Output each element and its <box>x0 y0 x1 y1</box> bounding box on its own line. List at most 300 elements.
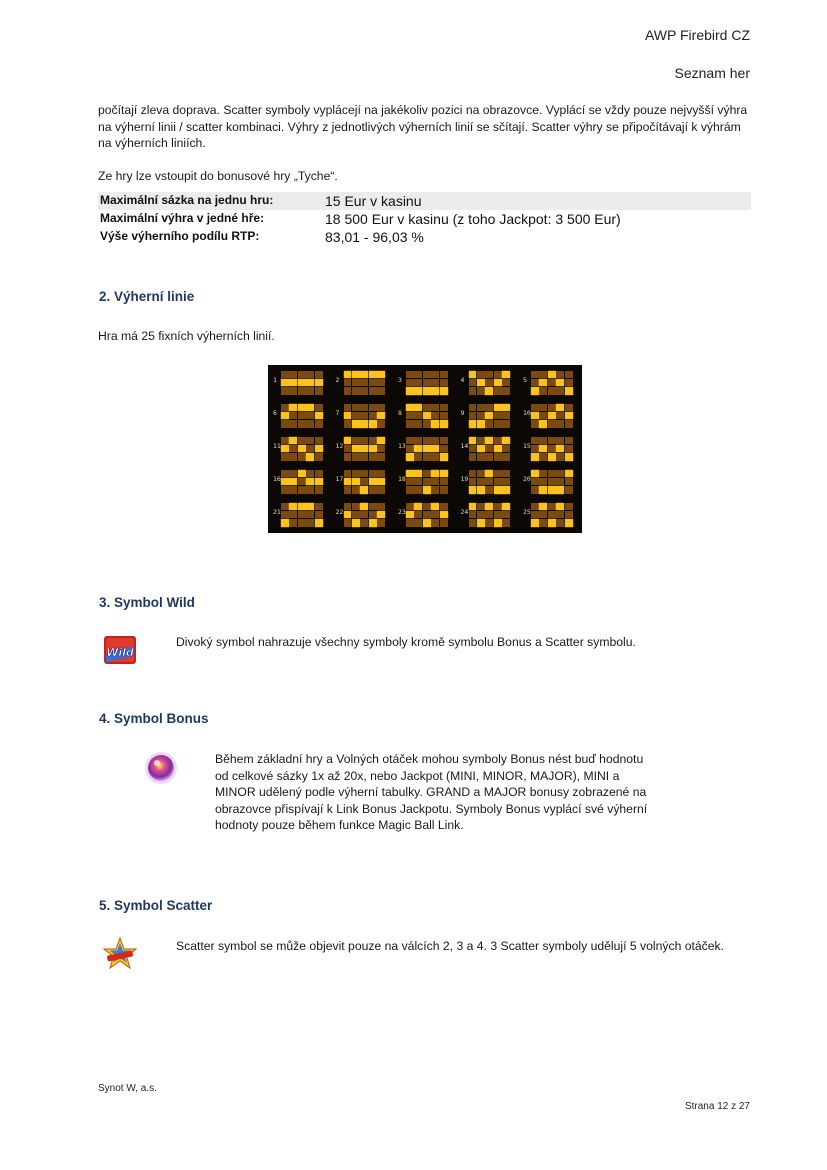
payline-square <box>315 404 323 411</box>
payline-square <box>531 445 539 452</box>
payline-square <box>289 453 297 460</box>
payline-square <box>431 519 439 526</box>
payline-square <box>344 437 352 444</box>
payline-square <box>377 478 385 485</box>
payline-square <box>369 503 377 510</box>
payline-square <box>306 486 314 493</box>
payline-square <box>485 387 493 394</box>
payline-grid <box>281 404 323 428</box>
payline-square <box>344 387 352 394</box>
payline-grid <box>531 470 573 494</box>
payline-square <box>414 453 422 460</box>
payline-square <box>306 437 314 444</box>
payline-square <box>423 371 431 378</box>
payline-square <box>360 478 368 485</box>
payline-square <box>539 503 547 510</box>
payline-square <box>352 511 360 518</box>
payline-square <box>548 371 556 378</box>
payline-square <box>298 437 306 444</box>
bonus-text: Během základní hry a Volných otáček mohou symboly Bonus nést buď hodnotu od celkové sázky 1x až 20x, nebo Jackpot (MINI, MINOR, MAJOR), MINI a MINOR udělený podle výherní tabulky. GRAND a MAJOR bonusy zobrazené na obrazovce přispívají k Link Bonus Jackpotu. Symboly Bonus vyplácí své výherní hodnoty pouze během funkce Magic Ball Link. <box>215 752 648 832</box>
payline-square <box>414 511 422 518</box>
payline-square <box>477 453 485 460</box>
payline-square <box>556 486 564 493</box>
payline-square <box>531 437 539 444</box>
payline-18 <box>396 468 454 495</box>
payline-square <box>469 470 477 477</box>
payline-square <box>565 437 573 444</box>
info-label: Maximální sázka na jednu hru: <box>100 193 274 207</box>
payline-square <box>423 445 431 452</box>
payline-square <box>289 404 297 411</box>
payline-square <box>469 453 477 460</box>
payline-square <box>360 371 368 378</box>
paylines-text: Hra má 25 fixních výherních linií. <box>98 329 275 343</box>
payline-square <box>565 445 573 452</box>
payline-square <box>494 420 502 427</box>
payline-square <box>556 412 564 419</box>
paylines-image <box>268 365 582 533</box>
intro-paragraph: počítají zleva doprava. Scatter symboly vyplácejí na jakékoliv pozici na obrazovce. Vyplácí se vždy pouze nejvyšší výhra na výherní linii / scatter kombinaci. Výhry z jednotlivých výherních linií se sčítají. Scatter výhry se připočítávají k výhrám na výherních liniích. <box>98 103 748 150</box>
payline-number: 19 <box>460 475 469 483</box>
payline-square <box>406 519 414 526</box>
payline-square <box>539 478 547 485</box>
payline-square <box>531 453 539 460</box>
payline-square <box>494 486 502 493</box>
payline-square <box>431 511 439 518</box>
header-company: AWP Firebird CZ <box>644 27 750 43</box>
payline-square <box>431 371 439 378</box>
payline-grid <box>406 437 448 461</box>
payline-square <box>440 511 448 518</box>
payline-square <box>531 379 539 386</box>
payline-square <box>469 486 477 493</box>
payline-square <box>423 486 431 493</box>
payline-number: 12 <box>335 442 344 450</box>
payline-square <box>352 379 360 386</box>
payline-square <box>289 478 297 485</box>
payline-square <box>281 445 289 452</box>
payline-square <box>423 387 431 394</box>
payline-square <box>414 371 422 378</box>
payline-square <box>477 478 485 485</box>
payline-square <box>431 478 439 485</box>
payline-square <box>281 453 289 460</box>
payline-square <box>281 420 289 427</box>
payline-square <box>360 486 368 493</box>
payline-square <box>352 470 360 477</box>
section-title-wild: 3. Symbol Wild <box>99 595 195 610</box>
payline-grid <box>281 503 323 527</box>
payline-square <box>485 445 493 452</box>
payline-square <box>548 445 556 452</box>
payline-square <box>531 486 539 493</box>
payline-grid <box>344 404 386 428</box>
payline-square <box>565 371 573 378</box>
payline-square <box>289 470 297 477</box>
payline-square <box>477 404 485 411</box>
payline-square <box>423 511 431 518</box>
payline-1 <box>271 369 329 396</box>
payline-square <box>423 519 431 526</box>
payline-square <box>565 379 573 386</box>
payline-square <box>298 379 306 386</box>
payline-square <box>431 453 439 460</box>
payline-square <box>539 453 547 460</box>
payline-square <box>477 420 485 427</box>
bonus-ball-icon <box>143 750 179 786</box>
payline-square <box>539 470 547 477</box>
payline-grid <box>406 470 448 494</box>
payline-number: 23 <box>398 508 406 516</box>
payline-square <box>556 437 564 444</box>
payline-square <box>352 420 360 427</box>
header-section: Seznam her <box>674 65 750 81</box>
payline-square <box>352 437 360 444</box>
payline-square <box>548 404 556 411</box>
payline-square <box>469 503 477 510</box>
info-row-rtp <box>98 228 751 246</box>
payline-square <box>369 453 377 460</box>
payline-square <box>440 470 448 477</box>
payline-square <box>494 511 502 518</box>
payline-square <box>414 503 422 510</box>
payline-23 <box>396 501 454 528</box>
payline-square <box>281 503 289 510</box>
payline-square <box>431 404 439 411</box>
payline-square <box>502 478 510 485</box>
payline-square <box>344 371 352 378</box>
section-title-bonus: 4. Symbol Bonus <box>99 711 209 726</box>
payline-grid <box>469 371 511 395</box>
payline-square <box>344 453 352 460</box>
payline-square <box>485 470 493 477</box>
payline-grid <box>531 404 573 428</box>
payline-square <box>556 478 564 485</box>
payline-square <box>531 470 539 477</box>
payline-square <box>352 486 360 493</box>
payline-square <box>485 478 493 485</box>
payline-square <box>556 511 564 518</box>
payline-square <box>548 478 556 485</box>
payline-7 <box>334 402 392 429</box>
section-title-paylines: 2. Výherní linie <box>99 289 195 304</box>
payline-grid <box>281 470 323 494</box>
payline-12 <box>334 435 392 462</box>
payline-10 <box>521 402 579 429</box>
payline-square <box>360 420 368 427</box>
payline-square <box>344 412 352 419</box>
payline-square <box>539 437 547 444</box>
payline-square <box>556 503 564 510</box>
footer-company: Synot W, a.s. <box>98 1083 157 1094</box>
payline-square <box>423 470 431 477</box>
payline-square <box>548 379 556 386</box>
payline-square <box>406 379 414 386</box>
payline-square <box>494 404 502 411</box>
payline-grid <box>344 470 386 494</box>
payline-square <box>306 470 314 477</box>
footer-page-number: Strana 12 z 27 <box>684 1101 750 1112</box>
payline-square <box>414 437 422 444</box>
payline-square <box>469 387 477 394</box>
payline-square <box>485 437 493 444</box>
payline-number: 21 <box>273 508 281 516</box>
payline-3 <box>396 369 454 396</box>
payline-square <box>539 511 547 518</box>
payline-square <box>289 412 297 419</box>
payline-square <box>494 371 502 378</box>
wild-icon-text: Wild <box>106 646 134 659</box>
payline-square <box>369 412 377 419</box>
payline-grid <box>531 437 573 461</box>
payline-square <box>548 387 556 394</box>
payline-number: 22 <box>335 508 344 516</box>
payline-square <box>377 371 385 378</box>
payline-6 <box>271 402 329 429</box>
info-value: 83,01 - 96,03 % <box>325 229 424 245</box>
payline-20 <box>521 468 579 495</box>
payline-square <box>469 412 477 419</box>
payline-square <box>352 503 360 510</box>
payline-square <box>406 511 414 518</box>
payline-square <box>360 404 368 411</box>
payline-square <box>477 503 485 510</box>
info-label: Maximální výhra v jedné hře: <box>100 211 265 225</box>
payline-square <box>477 379 485 386</box>
payline-square <box>431 486 439 493</box>
payline-square <box>556 404 564 411</box>
payline-square <box>477 387 485 394</box>
payline-square <box>377 420 385 427</box>
payline-square <box>406 445 414 452</box>
payline-square <box>406 404 414 411</box>
payline-square <box>414 404 422 411</box>
payline-square <box>502 437 510 444</box>
payline-square <box>548 519 556 526</box>
payline-square <box>556 379 564 386</box>
payline-square <box>344 379 352 386</box>
payline-8 <box>396 402 454 429</box>
payline-square <box>281 404 289 411</box>
payline-square <box>477 371 485 378</box>
bonus-game-line: Ze hry lze vstoupit do bonusové hry „Tyche“. <box>98 168 338 183</box>
payline-square <box>377 470 385 477</box>
payline-square <box>289 511 297 518</box>
payline-square <box>494 470 502 477</box>
payline-square <box>352 371 360 378</box>
payline-grid <box>469 470 511 494</box>
payline-square <box>315 387 323 394</box>
payline-square <box>344 519 352 526</box>
payline-17 <box>334 468 392 495</box>
payline-square <box>469 511 477 518</box>
payline-square <box>423 412 431 419</box>
payline-square <box>315 420 323 427</box>
payline-square <box>369 404 377 411</box>
payline-grid <box>281 437 323 461</box>
payline-square <box>565 478 573 485</box>
payline-number: 18 <box>398 475 406 483</box>
payline-square <box>352 412 360 419</box>
payline-square <box>377 404 385 411</box>
payline-square <box>548 511 556 518</box>
payline-square <box>352 453 360 460</box>
payline-square <box>423 503 431 510</box>
payline-square <box>360 519 368 526</box>
payline-square <box>414 445 422 452</box>
payline-number: 15 <box>523 442 531 450</box>
payline-square <box>556 453 564 460</box>
payline-square <box>469 379 477 386</box>
payline-square <box>548 503 556 510</box>
payline-square <box>469 404 477 411</box>
scatter-text: Scatter symbol se může objevit pouze na válcích 2, 3 a 4. 3 Scatter symboly udělují 5 volných otáček. <box>176 939 725 953</box>
payline-number: 14 <box>460 442 469 450</box>
payline-square <box>502 470 510 477</box>
payline-square <box>502 420 510 427</box>
payline-square <box>377 453 385 460</box>
payline-square <box>360 453 368 460</box>
payline-square <box>548 412 556 419</box>
payline-number: 3 <box>398 376 402 384</box>
payline-square <box>369 387 377 394</box>
payline-square <box>469 519 477 526</box>
payline-square <box>440 519 448 526</box>
payline-square <box>377 379 385 386</box>
payline-19 <box>459 468 517 495</box>
payline-square <box>369 437 377 444</box>
payline-square <box>369 420 377 427</box>
payline-square <box>494 453 502 460</box>
payline-square <box>548 437 556 444</box>
payline-square <box>531 412 539 419</box>
payline-square <box>469 478 477 485</box>
payline-square <box>306 412 314 419</box>
payline-square <box>477 519 485 526</box>
payline-11 <box>271 435 329 462</box>
payline-square <box>306 478 314 485</box>
scatter-star-icon <box>102 936 138 972</box>
info-row-max-bet <box>98 192 751 210</box>
payline-grid <box>469 437 511 461</box>
payline-number: 2 <box>335 376 340 384</box>
payline-square <box>406 453 414 460</box>
payline-square <box>485 486 493 493</box>
payline-square <box>289 486 297 493</box>
payline-grid <box>406 503 448 527</box>
payline-square <box>298 412 306 419</box>
payline-square <box>414 478 422 485</box>
payline-9 <box>459 402 517 429</box>
payline-number: 11 <box>273 442 281 450</box>
payline-square <box>548 486 556 493</box>
payline-number: 13 <box>398 442 406 450</box>
payline-square <box>281 519 289 526</box>
payline-grid <box>406 371 448 395</box>
payline-number: 17 <box>335 475 344 483</box>
payline-square <box>360 503 368 510</box>
payline-square <box>298 478 306 485</box>
payline-15 <box>521 435 579 462</box>
payline-square <box>360 470 368 477</box>
payline-square <box>414 379 422 386</box>
payline-square <box>306 379 314 386</box>
payline-square <box>469 371 477 378</box>
payline-square <box>539 379 547 386</box>
payline-square <box>377 437 385 444</box>
section-title-scatter: 5. Symbol Scatter <box>99 898 213 913</box>
payline-square <box>377 445 385 452</box>
payline-square <box>289 371 297 378</box>
payline-square <box>556 470 564 477</box>
payline-square <box>565 404 573 411</box>
payline-square <box>423 478 431 485</box>
payline-square <box>502 519 510 526</box>
payline-square <box>315 412 323 419</box>
payline-square <box>565 511 573 518</box>
payline-square <box>369 486 377 493</box>
payline-square <box>423 404 431 411</box>
payline-square <box>440 486 448 493</box>
payline-square <box>315 445 323 452</box>
payline-square <box>369 371 377 378</box>
payline-square <box>502 445 510 452</box>
payline-square <box>369 519 377 526</box>
payline-square <box>502 371 510 378</box>
payline-square <box>494 503 502 510</box>
payline-square <box>431 420 439 427</box>
payline-22 <box>334 501 392 528</box>
payline-square <box>502 379 510 386</box>
payline-square <box>556 445 564 452</box>
payline-square <box>502 412 510 419</box>
payline-square <box>369 379 377 386</box>
payline-square <box>377 486 385 493</box>
game-info-table <box>98 192 751 246</box>
payline-number: 25 <box>523 508 531 516</box>
payline-square <box>369 470 377 477</box>
payline-square <box>494 379 502 386</box>
payline-square <box>377 387 385 394</box>
payline-square <box>298 519 306 526</box>
payline-square <box>531 420 539 427</box>
payline-square <box>469 445 477 452</box>
payline-number: 8 <box>398 409 402 417</box>
payline-square <box>477 486 485 493</box>
payline-number: 16 <box>273 475 281 483</box>
payline-square <box>556 371 564 378</box>
payline-square <box>360 437 368 444</box>
payline-25 <box>521 501 579 528</box>
payline-square <box>440 445 448 452</box>
payline-square <box>306 445 314 452</box>
payline-grid <box>406 404 448 428</box>
payline-square <box>306 420 314 427</box>
payline-24 <box>459 501 517 528</box>
payline-square <box>440 478 448 485</box>
payline-square <box>414 420 422 427</box>
payline-square <box>315 503 323 510</box>
payline-square <box>344 420 352 427</box>
payline-square <box>440 404 448 411</box>
payline-square <box>298 371 306 378</box>
payline-grid <box>469 503 511 527</box>
payline-square <box>440 503 448 510</box>
payline-square <box>360 379 368 386</box>
payline-square <box>360 445 368 452</box>
payline-square <box>539 420 547 427</box>
payline-square <box>539 486 547 493</box>
